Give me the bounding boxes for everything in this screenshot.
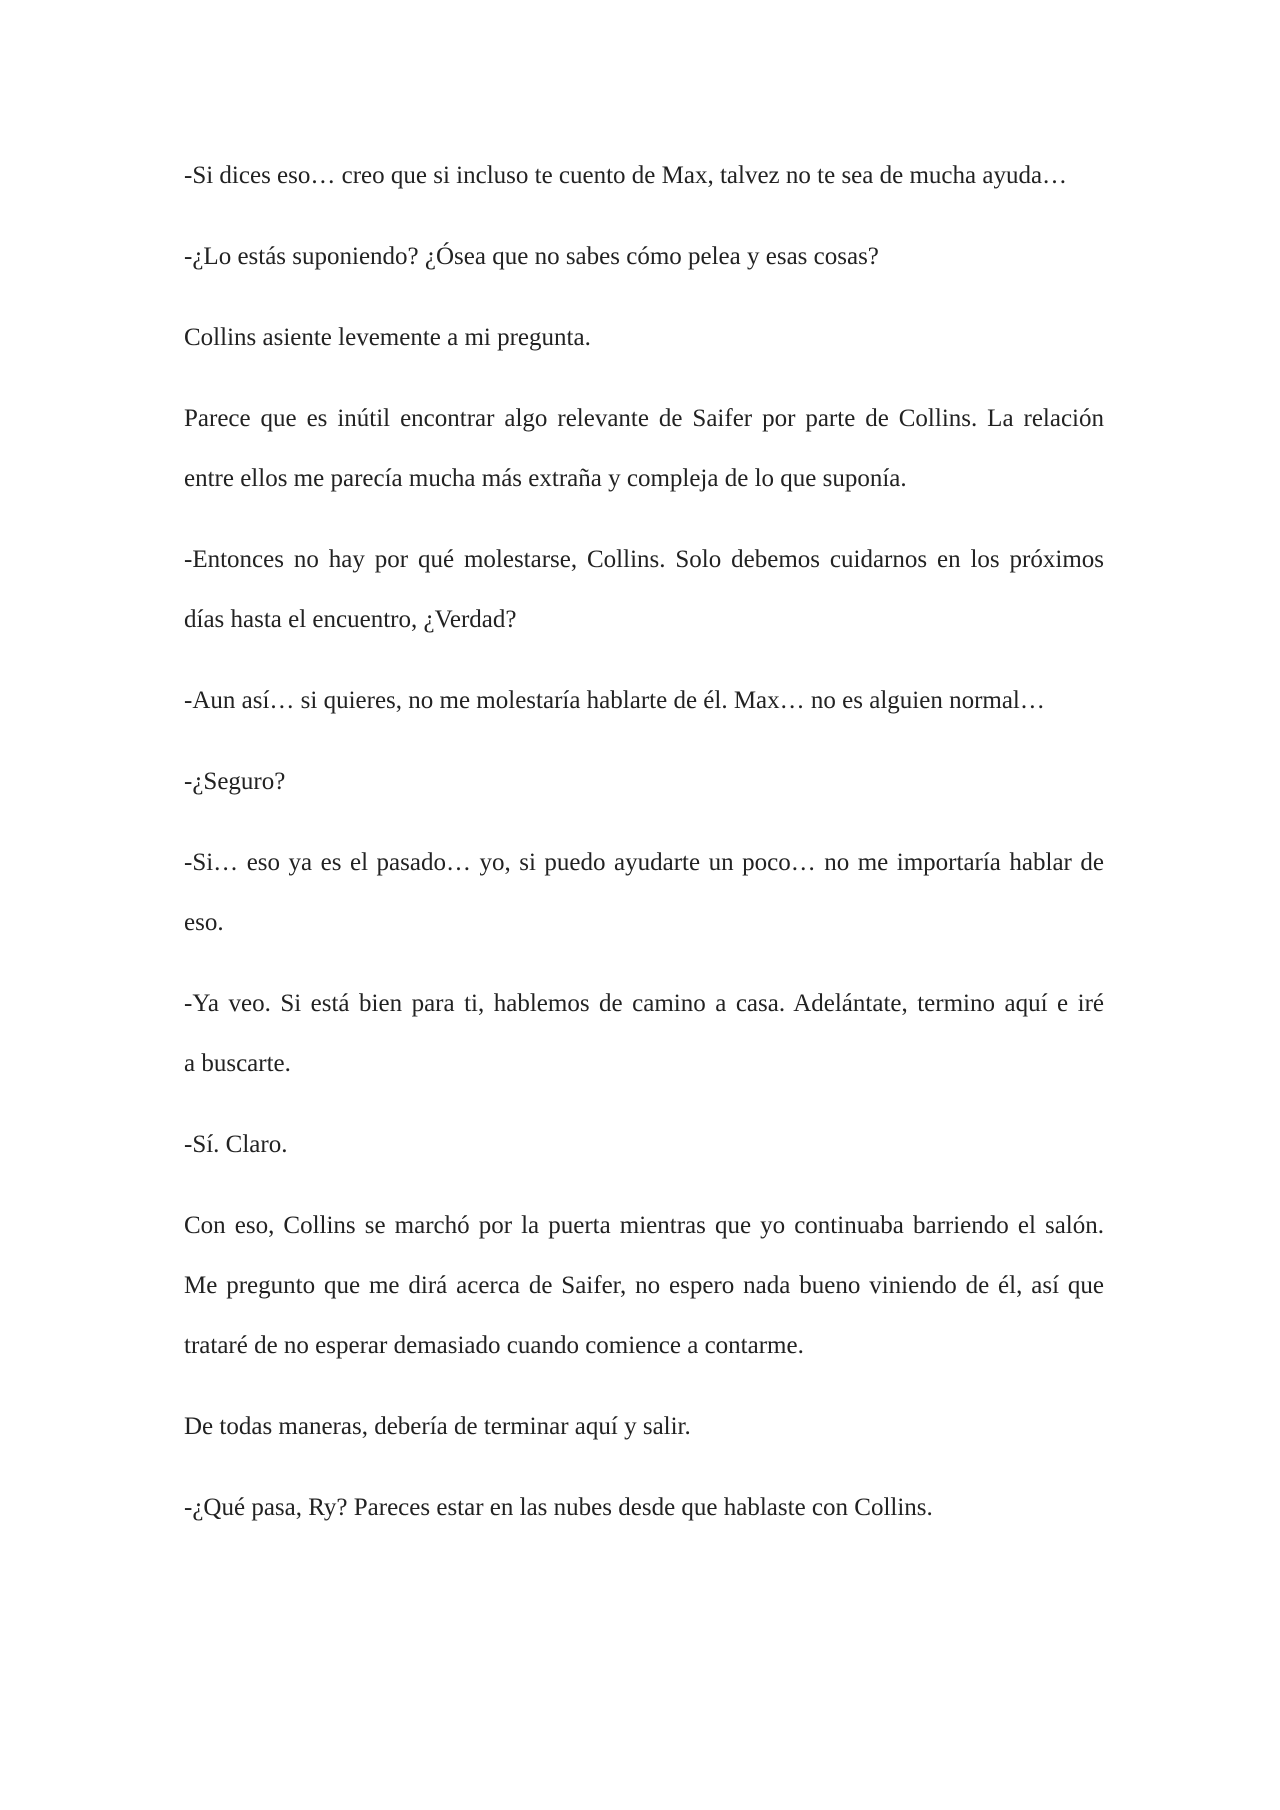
text-line: eso. [184, 909, 224, 936]
paragraph [184, 1478, 1104, 1538]
text-line: -Si… eso ya es el pasado… yo, si puedo ayudarte un poco… no me importaría hablar de [184, 849, 1104, 876]
text-line: -¿Seguro? [184, 768, 286, 795]
text-line: Me pregunto que me dirá acerca de Saifer, no espero nada bueno viniendo de él, así que [184, 1272, 1104, 1299]
paragraph [184, 308, 1104, 368]
text-line: -Entonces no hay por qué molestarse, Collins. Solo debemos cuidarnos en los próximos [184, 546, 1104, 573]
text-line: -Sí. Claro. [184, 1131, 288, 1158]
paragraph [184, 389, 1104, 509]
text-line: a buscarte. [184, 1050, 291, 1077]
text-line: Con eso, Collins se marchó por la puerta mientras que yo continuaba barriendo el salón. [184, 1212, 1104, 1239]
text-line: Parece que es inútil encontrar algo relevante de Saifer por parte de Collins. La relación [184, 405, 1104, 432]
text-line: Collins asiente levemente a mi pregunta. [184, 324, 591, 351]
paragraph [184, 833, 1104, 953]
paragraph [184, 671, 1104, 731]
paragraph [184, 752, 1104, 812]
text-line: -¿Qué pasa, Ry? Pareces estar en las nubes desde que hablaste con Collins. [184, 1494, 933, 1521]
paragraph [184, 227, 1104, 287]
text-line: trataré de no esperar demasiado cuando comience a contarme. [184, 1332, 804, 1359]
paragraph [184, 1115, 1104, 1175]
text-line: entre ellos me parecía mucha más extraña y compleja de lo que suponía. [184, 465, 907, 492]
text-line: -Si dices eso… creo que si incluso te cuento de Max, talvez no te sea de mucha ayuda… [184, 162, 1068, 189]
paragraph [184, 974, 1104, 1094]
paragraph [184, 1397, 1104, 1457]
document-body [184, 146, 1104, 1538]
paragraph [184, 146, 1104, 206]
text-line: De todas maneras, debería de terminar aquí y salir. [184, 1413, 691, 1440]
text-line: -Ya veo. Si está bien para ti, hablemos de camino a casa. Adelántate, termino aquí e iré [184, 990, 1104, 1017]
paragraph [184, 530, 1104, 650]
paragraph [184, 1196, 1104, 1376]
text-line: -Aun así… si quieres, no me molestaría hablarte de él. Max… no es alguien normal… [184, 687, 1045, 714]
text-line: -¿Lo estás suponiendo? ¿Ósea que no sabes cómo pelea y esas cosas? [184, 243, 879, 270]
text-line: días hasta el encuentro, ¿Verdad? [184, 606, 517, 633]
